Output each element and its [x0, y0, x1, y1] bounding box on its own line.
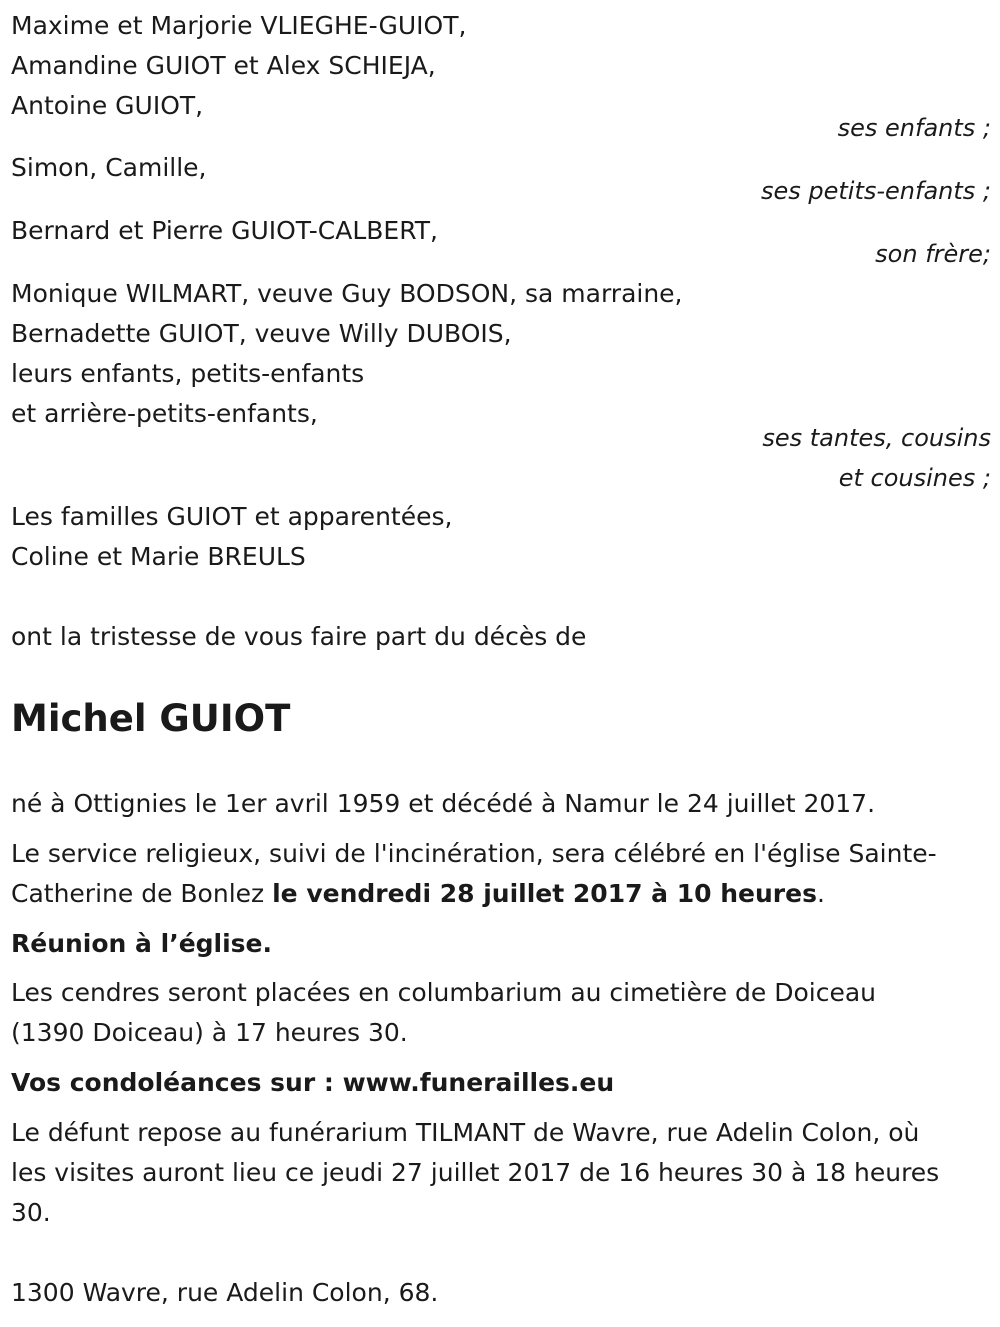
- aunts-line-4: et arrière-petits-enfants,: [11, 399, 318, 428]
- deceased-name: Michel GUIOT: [11, 697, 291, 740]
- families-line-2: Coline et Marie BREULS: [11, 542, 306, 571]
- children-line-2: Amandine GUIOT et Alex SCHIEJA,: [11, 51, 436, 80]
- children-line-1: Maxime et Marjorie VLIEGHE-GUIOT,: [11, 11, 467, 40]
- brother-line: Bernard et Pierre GUIOT-CALBERT,: [11, 216, 438, 245]
- families-line-1: Les familles GUIOT et apparentées,: [11, 502, 453, 531]
- children-role: ses enfants ;: [837, 114, 991, 142]
- aunts-line-1: Monique WILMART, veuve Guy BODSON, sa marraine,: [11, 279, 683, 308]
- aunts-role-1: ses tantes, cousins: [762, 424, 991, 452]
- grandchildren-line: Simon, Camille,: [11, 153, 207, 182]
- aunts-line-2: Bernadette GUIOT, veuve Willy DUBOIS,: [11, 319, 512, 348]
- brother-role: son frère;: [875, 240, 991, 268]
- service-date: le vendredi 28 juillet 2017 à 10 heures: [272, 879, 817, 908]
- ashes-line-2: (1390 Doiceau) à 17 heures 30.: [11, 1018, 408, 1047]
- condolences-line: Vos condoléances sur : www.funerailles.eu: [11, 1068, 615, 1097]
- birth-death-line: né à Ottignies le 1er avril 1959 et décédé à Namur le 24 juillet 2017.: [11, 789, 876, 818]
- service-line-2: [11, 874, 825, 914]
- service-end: .: [816, 879, 825, 908]
- aunts-line-3: leurs enfants, petits-enfants: [11, 359, 365, 388]
- repose-line-3: 30.: [11, 1198, 51, 1227]
- children-line-3: Antoine GUIOT,: [11, 91, 204, 120]
- meeting-line: Réunion à l’église.: [11, 929, 273, 958]
- service-line-1: Le service religieux, suivi de l'incinération, sera célébré en l'église Sainte-: [11, 839, 937, 868]
- announcement: ont la tristesse de vous faire part du décès de: [11, 622, 587, 651]
- aunts-role-2: et cousines ;: [838, 464, 991, 492]
- ashes-line-1: Les cendres seront placées en columbarium au cimetière de Doiceau: [11, 978, 877, 1007]
- service-location: Catherine de Bonlez: [11, 879, 273, 908]
- address-line: 1300 Wavre, rue Adelin Colon, 68.: [11, 1278, 439, 1307]
- repose-line-2: les visites auront lieu ce jeudi 27 juillet 2017 de 16 heures 30 à 18 heures: [11, 1158, 940, 1187]
- repose-line-1: Le défunt repose au funérarium TILMANT de Wavre, rue Adelin Colon, où: [11, 1118, 920, 1147]
- grandchildren-role: ses petits-enfants ;: [760, 177, 991, 205]
